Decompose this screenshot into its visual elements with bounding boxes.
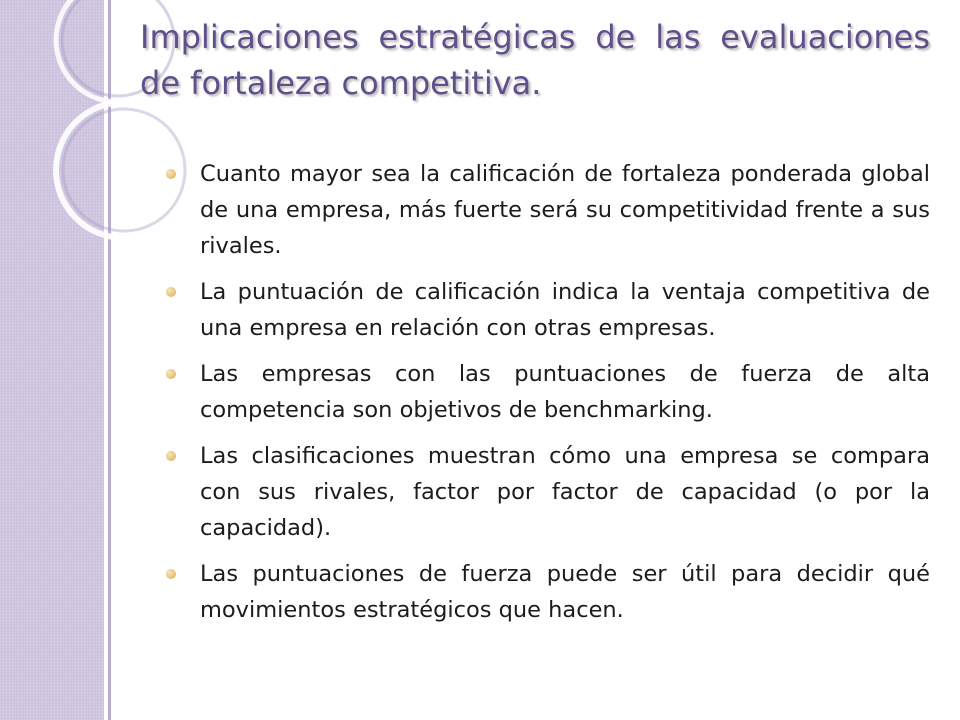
- bullet-item: [160, 156, 930, 264]
- bullet-text: Las puntuaciones de fuerza puede ser útil para decidir qué movimientos estratégicos que hacen.: [200, 561, 930, 623]
- bullet-text: Las empresas con las puntuaciones de fuerza de alta competencia son objetivos de benchmarking.: [200, 361, 930, 423]
- side-decoration-band: [0, 0, 104, 720]
- bullet-list: [160, 156, 930, 638]
- bullet-text: Cuanto mayor sea la calificación de fortaleza ponderada global de una empresa, más fuerte será su competitividad frente a sus rivales.: [200, 161, 930, 259]
- bullet-text: La puntuación de calificación indica la ventaja competitiva de una empresa en relación con otras empresas.: [200, 279, 930, 341]
- bullet-item: [160, 556, 930, 628]
- slide-title: Implicaciones estratégicas de las evaluaciones de fortaleza competitiva.: [140, 18, 930, 102]
- bullet-text: Las clasificaciones muestran cómo una empresa se compara con sus rivales, factor por factor de capacidad (o por la capacidad).: [200, 443, 930, 541]
- bullet-dot-icon: [166, 287, 176, 297]
- side-divider-dark: [108, 0, 111, 720]
- bullet-item: [160, 274, 930, 346]
- bullet-dot-icon: [166, 369, 176, 379]
- bullet-dot-icon: [166, 169, 176, 179]
- bullet-dot-icon: [166, 451, 176, 461]
- bullet-item: [160, 438, 930, 546]
- bullet-dot-icon: [166, 569, 176, 579]
- bullet-item: [160, 356, 930, 428]
